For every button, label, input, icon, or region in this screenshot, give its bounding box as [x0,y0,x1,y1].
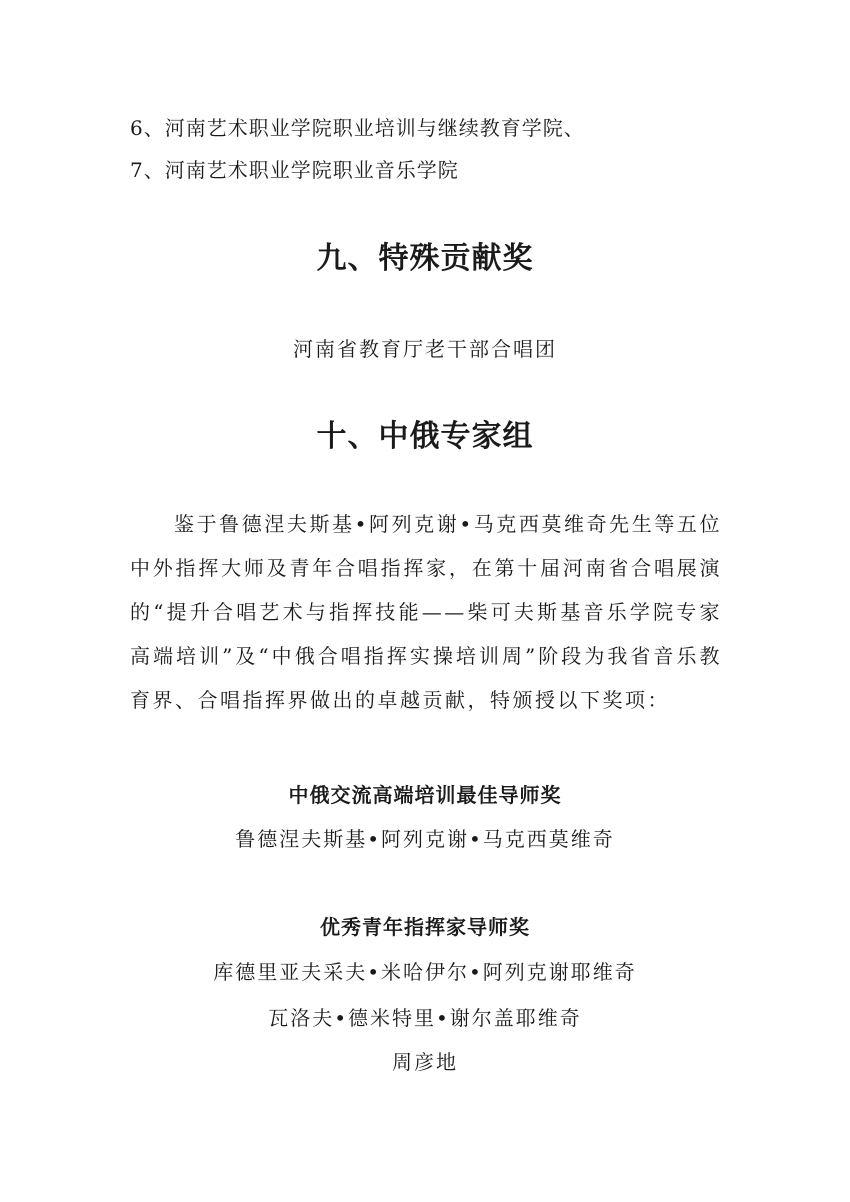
award-recipient: 瓦洛夫•德米特里•谢尔盖耶维奇 [268,1006,582,1030]
section-heading-expert-group: 十、中俄专家组 [316,419,534,454]
list-item: 6、河南艺术职业学院职业培训与继续教育学院、 [130,116,585,140]
award-recipient: 库德里亚夫采夫•米哈伊尔•阿列克谢耶维奇 [213,960,637,984]
award-recipient: 鲁德涅夫斯基•阿列克谢•马克西莫维奇 [235,827,615,851]
list-item: 7、河南艺术职业学院职业音乐学院 [130,158,459,182]
award-title: 优秀青年指挥家导师奖 [320,915,530,939]
award-title: 中俄交流高端培训最佳导师奖 [288,783,562,807]
expert-group-paragraph: 鉴于鲁德涅夫斯基•阿列克谢•马克西莫维奇先生等五位中外指挥大师及青年合唱指挥家，在第十届河南省合唱展演的“提升合唱艺术与指挥技能——柴可夫斯基音乐学院专家高端培训”及“中俄合唱指挥实操培训周”阶段为我省音乐教育界、合唱指挥界做出的卓越贡献，特颁授以下奖项： [130,512,722,712]
special-contribution-recipient: 河南省教育厅老干部合唱团 [293,337,557,361]
section-heading-special-contribution: 九、特殊贡献奖 [316,241,534,276]
award-recipient: 周彦地 [392,1050,458,1074]
